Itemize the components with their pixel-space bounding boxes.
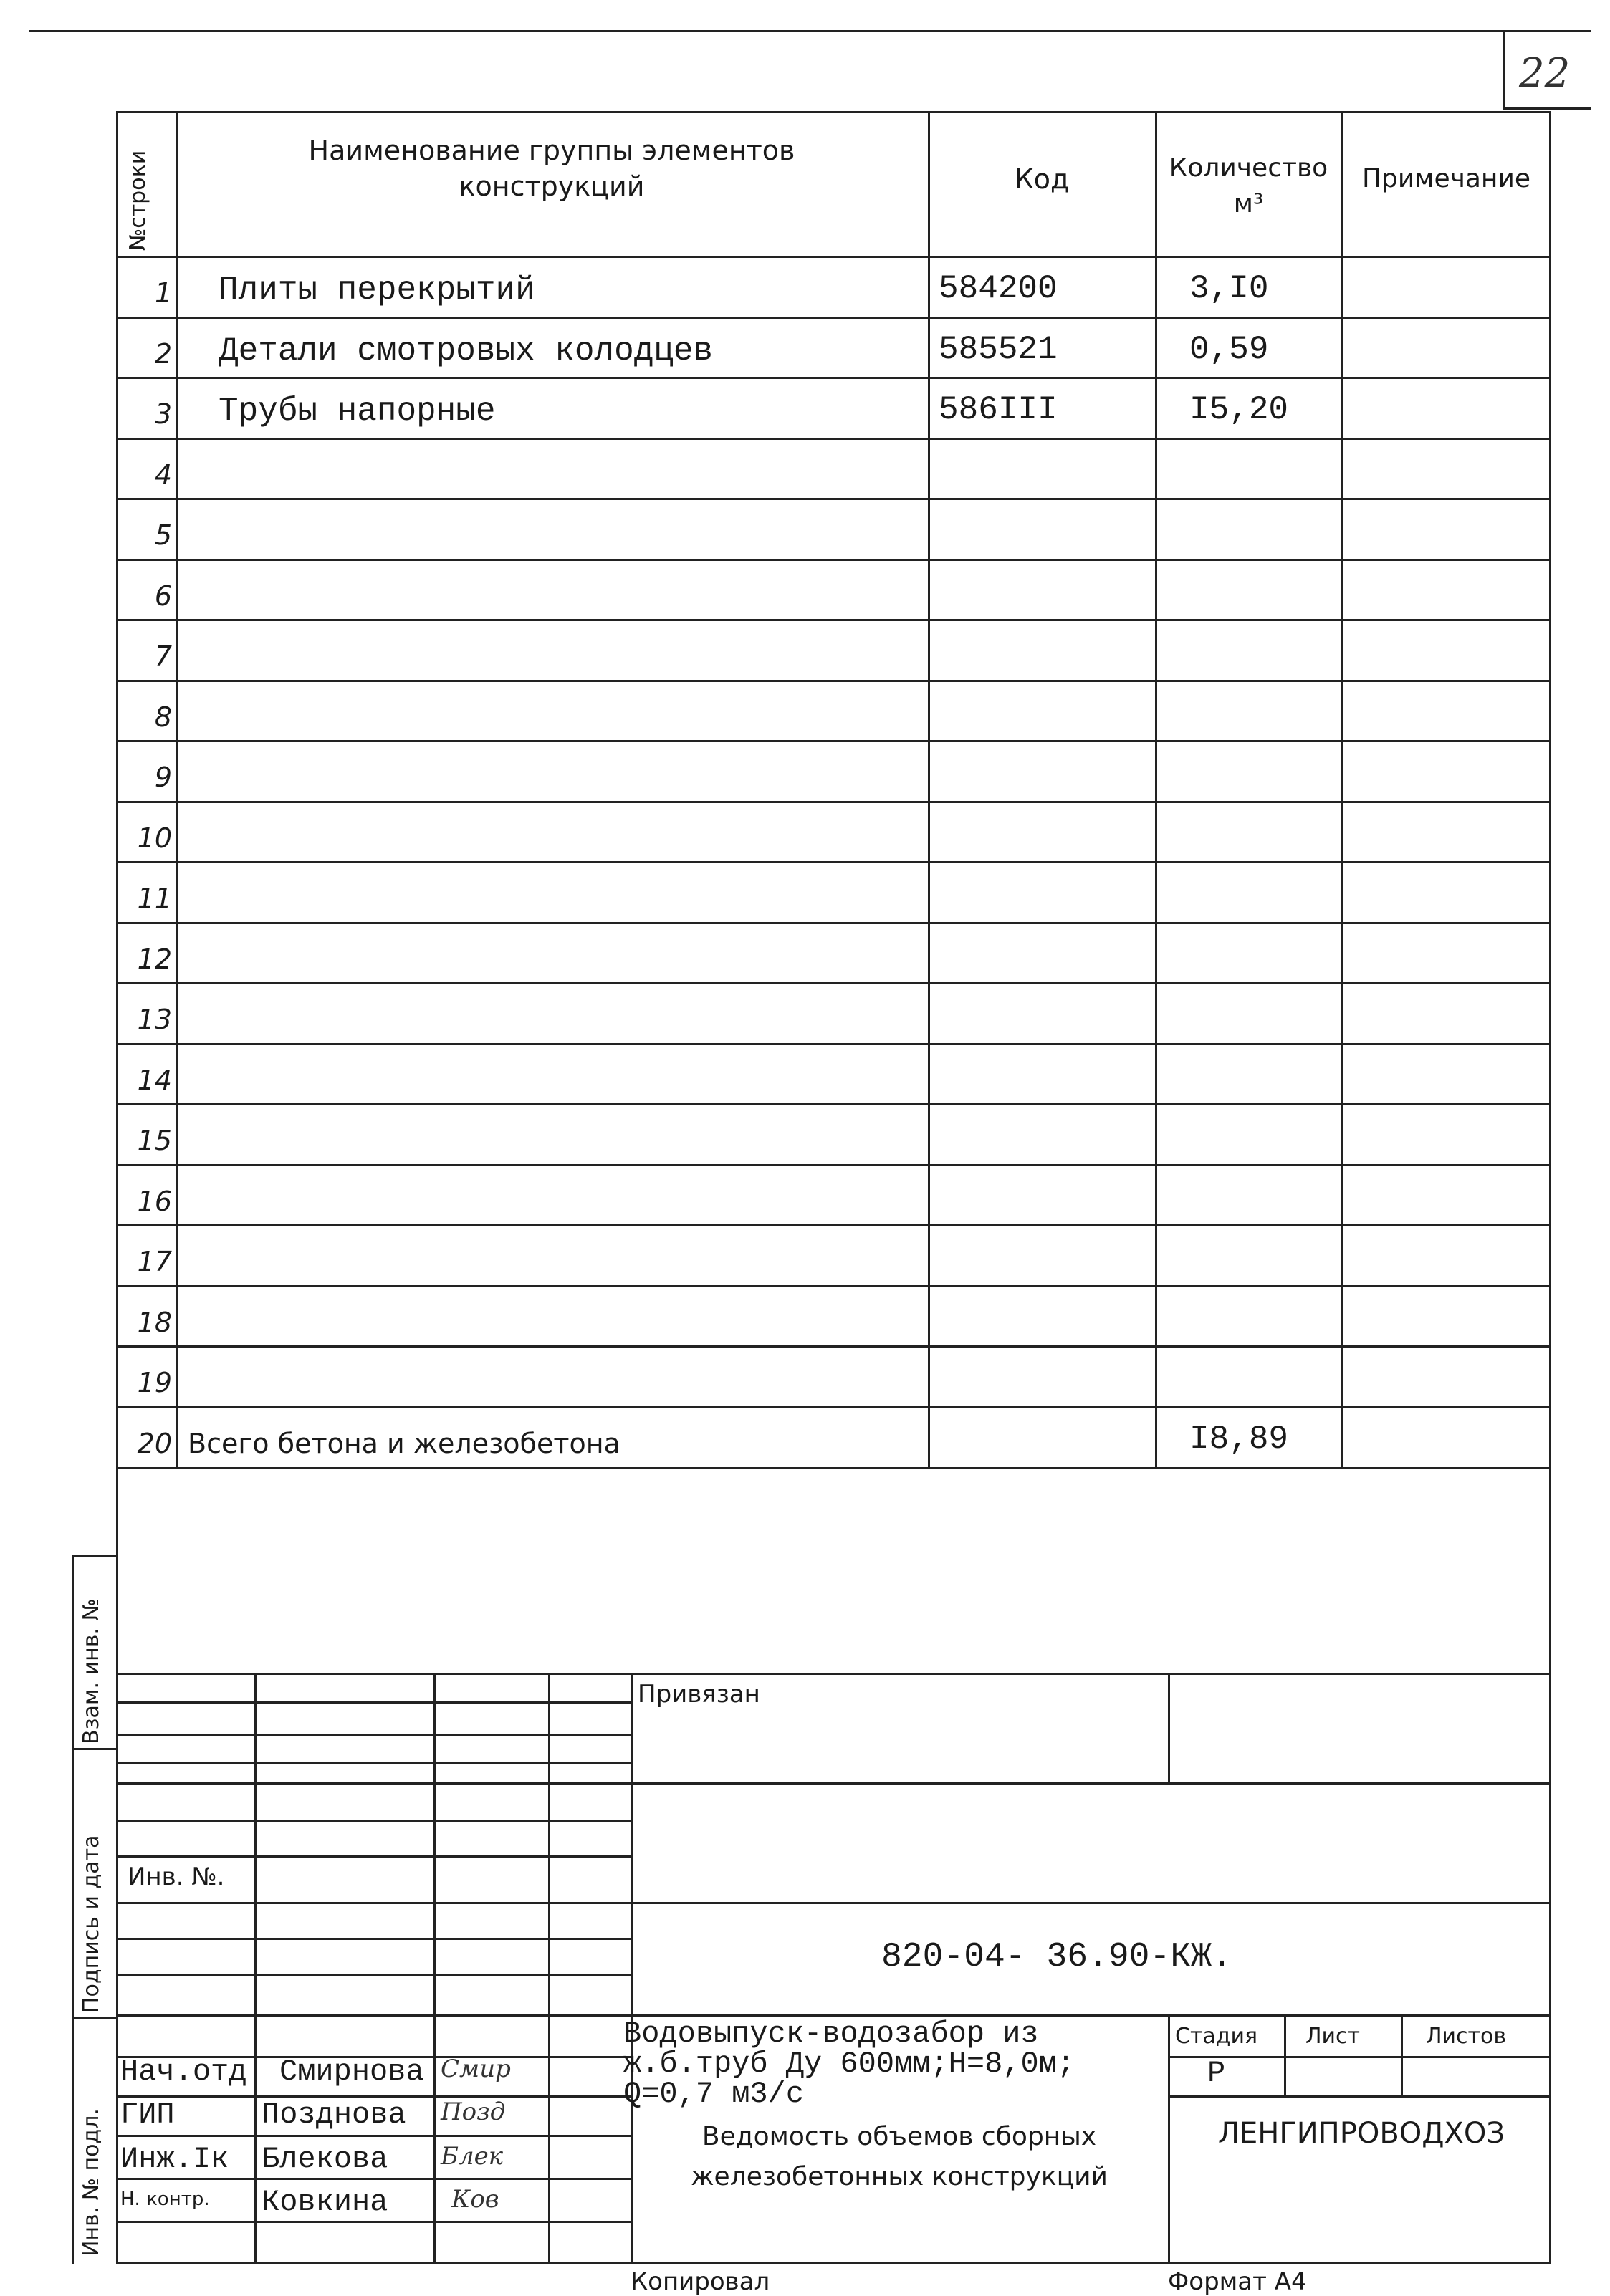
row-divider bbox=[116, 1103, 1551, 1105]
sheet-header: Лист bbox=[1305, 2024, 1361, 2049]
row-number: 11 bbox=[137, 883, 172, 914]
row-qty: I8,89 bbox=[1189, 1420, 1289, 1458]
row-number: 18 bbox=[137, 1306, 172, 1338]
col-sep-code bbox=[1155, 111, 1157, 1467]
page-number-box bbox=[1503, 30, 1505, 109]
signature-4: Ков bbox=[451, 2185, 499, 2214]
row-divider bbox=[116, 1224, 1551, 1226]
row-divider bbox=[116, 801, 1551, 803]
row-number: 14 bbox=[137, 1064, 172, 1096]
row-divider bbox=[116, 1164, 1551, 1166]
role-1: Нач.отд bbox=[120, 2055, 247, 2089]
row-number: 4 bbox=[154, 458, 172, 491]
row-number: 16 bbox=[137, 1185, 172, 1217]
frame-top bbox=[116, 111, 1551, 113]
row-number: 8 bbox=[154, 701, 172, 733]
row-number: 15 bbox=[137, 1125, 172, 1156]
row-number: 5 bbox=[154, 519, 172, 551]
header-name: Наименование группы элементов конструкций bbox=[308, 135, 795, 202]
signature-3: Блек bbox=[441, 2142, 504, 2171]
row-qty: I5,20 bbox=[1189, 391, 1289, 428]
header-code: Код bbox=[1014, 163, 1070, 195]
inv-no-label: Инв. №. bbox=[128, 1863, 225, 1891]
doc-code: 820-04- 36.90-КЖ. bbox=[881, 1938, 1232, 1976]
page-number: 22 bbox=[1519, 50, 1571, 97]
frame-bottom bbox=[116, 2262, 1551, 2264]
top-border bbox=[29, 30, 1591, 32]
row-number: 19 bbox=[137, 1367, 172, 1398]
side-inv-podl: Инв. № подл. bbox=[79, 2108, 104, 2257]
signature-1: Смир bbox=[441, 2055, 511, 2083]
title-line-1: Водовыпуск-водозабор из bbox=[623, 2017, 1039, 2051]
row-divider bbox=[116, 438, 1551, 440]
row-code: 584200 bbox=[939, 270, 1058, 307]
name-1: Смирнова bbox=[279, 2055, 424, 2089]
row-number: 1 bbox=[154, 277, 172, 309]
stage-header: Стадия bbox=[1175, 2024, 1258, 2049]
subtitle-line-2: железобетонных конструкций bbox=[691, 2162, 1108, 2191]
role-2: ГИП bbox=[120, 2098, 175, 2132]
signature-2: Позд bbox=[441, 2098, 506, 2126]
row-code: 585521 bbox=[939, 330, 1058, 368]
col-sep-qty bbox=[1341, 111, 1343, 1467]
row-name: Всего бетона и железобетона bbox=[188, 1427, 620, 1459]
row-divider bbox=[116, 1345, 1551, 1348]
header-row-no: №строки bbox=[125, 150, 150, 251]
subtitle-block bbox=[638, 2117, 1161, 2197]
row-name: Трубы напорные bbox=[219, 393, 496, 430]
row-divider bbox=[116, 680, 1551, 682]
col-sep-name bbox=[928, 111, 930, 1467]
footer-format: Формат А4 bbox=[1168, 2267, 1307, 2296]
row-number: 2 bbox=[154, 337, 172, 370]
role-4: Н. контр. bbox=[120, 2189, 210, 2210]
title-line-2: ж.б.труб Ду 600мм;H=8,0м; bbox=[623, 2047, 1075, 2081]
page-number-box-bottom bbox=[1503, 107, 1591, 110]
table-bottom-line bbox=[116, 1467, 1551, 1469]
row-divider bbox=[116, 861, 1551, 863]
row-name: Плиты перекрытий bbox=[219, 272, 535, 309]
row-qty: 3,I0 bbox=[1189, 270, 1269, 307]
row-divider bbox=[116, 498, 1551, 500]
row-divider bbox=[116, 559, 1551, 561]
header-note: Примечание bbox=[1361, 164, 1531, 193]
row-divider bbox=[116, 922, 1551, 924]
row-divider bbox=[116, 317, 1551, 319]
row-divider bbox=[116, 1406, 1551, 1408]
row-number: 12 bbox=[137, 943, 172, 975]
row-qty: 0,59 bbox=[1189, 330, 1269, 368]
row-divider bbox=[116, 982, 1551, 984]
side-column bbox=[72, 1555, 74, 2264]
row-divider bbox=[116, 1043, 1551, 1045]
header-bottom-line bbox=[116, 256, 1551, 258]
row-number: 17 bbox=[137, 1246, 172, 1277]
row-number: 10 bbox=[137, 822, 172, 854]
row-number: 9 bbox=[154, 762, 172, 793]
row-divider bbox=[116, 740, 1551, 742]
side-vzam: Взам. инв. № bbox=[79, 1598, 104, 1744]
stage-value: Р bbox=[1207, 2056, 1226, 2090]
frame-right bbox=[1549, 111, 1551, 2264]
name-3: Блекова bbox=[262, 2142, 388, 2176]
side-podpis: Подпись и дата bbox=[79, 1835, 104, 2013]
header-qty: Количество м³ bbox=[1169, 153, 1328, 218]
row-number: 20 bbox=[137, 1427, 172, 1459]
row-number: 3 bbox=[154, 398, 172, 430]
row-divider bbox=[116, 1285, 1551, 1287]
role-3: Инж.Iк bbox=[120, 2142, 229, 2176]
privyazan-label: Привязан bbox=[638, 1680, 760, 1709]
row-number: 6 bbox=[154, 580, 172, 612]
name-2: Позднова bbox=[262, 2098, 406, 2132]
title-line-3: Q=0,7 м3/с bbox=[623, 2077, 805, 2111]
row-divider bbox=[116, 377, 1551, 379]
row-number: 7 bbox=[154, 640, 172, 672]
name-4: Ковкина bbox=[262, 2185, 388, 2219]
row-divider bbox=[116, 619, 1551, 621]
subtitle-line-1: Ведомость объемов сборных bbox=[701, 2122, 1097, 2151]
row-number: 13 bbox=[137, 1004, 172, 1035]
row-name: Детали смотровых колодцев bbox=[219, 332, 714, 370]
row-code: 586III bbox=[939, 391, 1058, 428]
footer-copied: Копировал bbox=[631, 2267, 770, 2296]
organization: ЛЕНГИПРОВОДХОЗ bbox=[1217, 2117, 1505, 2150]
col-sep-num bbox=[176, 111, 178, 1467]
sheets-header: Листов bbox=[1426, 2024, 1507, 2049]
title-block bbox=[623, 2019, 1075, 2109]
